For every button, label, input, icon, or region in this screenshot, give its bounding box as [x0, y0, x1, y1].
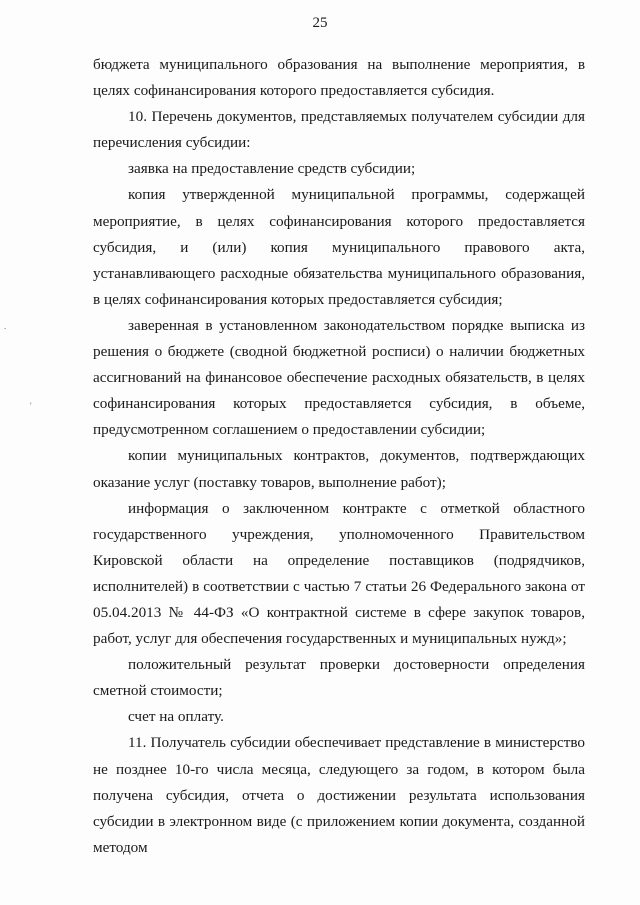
paragraph-contract-info: информация о заключенном контракте с отметкой областного государственного учреждения, уполномоченного Правительством Кировской области на определение поставщиков (подрядчиков, исполнителей) в соответствии с частью 7 статьи 26 Федерального закона от 05.04.2013 № 44-ФЗ «О контрактной системе в сфере закупок товаров, работ, услуг для обеспечения государственных и муниципальных нужд»; [93, 499, 585, 648]
paragraph-program-copy: копия утвержденной муниципальной программы, содержащей мероприятие, в целях софинансирования которого предоставляется субсидия, и (или) копия муниципального правового акта, устанавливающего расходные обязательства муниципального образования, в целях софинансирования которых предоставляется субсидия; [93, 186, 585, 308]
paragraph-application: заявка на предоставление средств субсидии; [128, 160, 416, 178]
scan-speck: . [4, 321, 7, 331]
paragraph-budget-extract: заверенная в установленном законодательством порядке выписка из решения о бюджете (сводной бюджетной росписи) о наличии бюджетных ассигнований на финансовое обеспечение расходных обязательств, в целях софинансирования которых предоставляется субсидия, в объеме, предусмотренном соглашением о предоставлении субсидии; [93, 316, 585, 439]
paragraph-estimate-check: положительный результат проверки достоверности определения сметной стоимости; [93, 656, 585, 700]
paragraph-contract-copies: копии муниципальных контрактов, документов, подтверждающих оказание услуг (поставку товаров, выполнение работ); [93, 447, 585, 491]
paragraph-budget-continuation: бюджета муниципального образования на выполнение мероприятия, в целях софинансирования которого предоставляется субсидия. [93, 56, 585, 100]
paragraph-item-11: 11. Получатель субсидии обеспечивает представление в министерство не позднее 10-го числа месяца, следующего за годом, в котором была получена субсидия, отчета о достижении результата использования субсидии в электронном виде (с приложением копии документа, созданной методом [93, 734, 585, 856]
page-number: 25 [312, 15, 328, 31]
paragraph-invoice: счет на оплату. [128, 708, 224, 726]
scan-speck: ' [30, 401, 32, 411]
paragraph-item-10: 10. Перечень документов, представляемых получателем субсидии для перечисления субсидии: [93, 108, 585, 152]
document-body [93, 52, 585, 861]
